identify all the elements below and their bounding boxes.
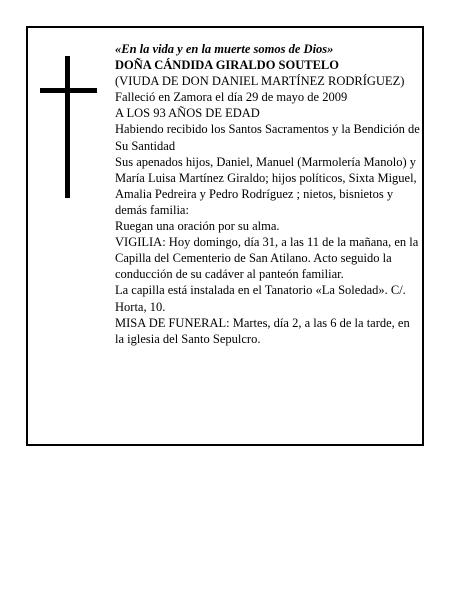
sacraments: Habiendo recibido los Santos Sacramentos y la Bendición de Su Santidad (115, 122, 420, 153)
age-info: A LOS 93 AÑOS DE EDAD (115, 106, 260, 121)
notice-text (115, 41, 421, 347)
deceased-name: DOÑA CÁNDIDA GIRALDO SOUTELO (115, 58, 339, 73)
prayer-request: Ruegan una oración por su alma. (115, 219, 280, 234)
death-info: Falleció en Zamora el día 29 de mayo de 2009 (115, 90, 348, 105)
cross-icon (40, 56, 94, 198)
vigil-info: VIGILIA: Hoy domingo, día 31, a las 11 de la mañana, en la Capilla del Cementerio de San Atilano. Acto seguido la conducción de su cadáver al panteón familiar. (115, 235, 419, 282)
epigraph: «En la vida y en la muerte somos de Dios» (115, 42, 334, 56)
cross-vertical-bar (65, 56, 70, 198)
family: Sus apenados hijos, Daniel, Manuel (Marmolería Manolo) y María Luisa Martínez Giraldo; hijos políticos, Sixta Miguel, Amalia Pedreira y Pedro Rodríguez ; nietos, bisnietos y demás familia: (115, 154, 417, 217)
chapel-info: La capilla está instalada en el Tanatorio «La Soledad». C/. Horta, 10. (115, 283, 406, 314)
widow-of: (VIUDA DE DON DANIEL MARTÍNEZ RODRÍGUEZ) (115, 74, 405, 89)
cross-horizontal-bar (40, 88, 97, 93)
funeral-mass-info: MISA DE FUNERAL: Martes, día 2, a las 6 de la tarde, en la iglesia del Santo Sepulcro. (115, 315, 410, 346)
obituary-notice (26, 26, 424, 446)
